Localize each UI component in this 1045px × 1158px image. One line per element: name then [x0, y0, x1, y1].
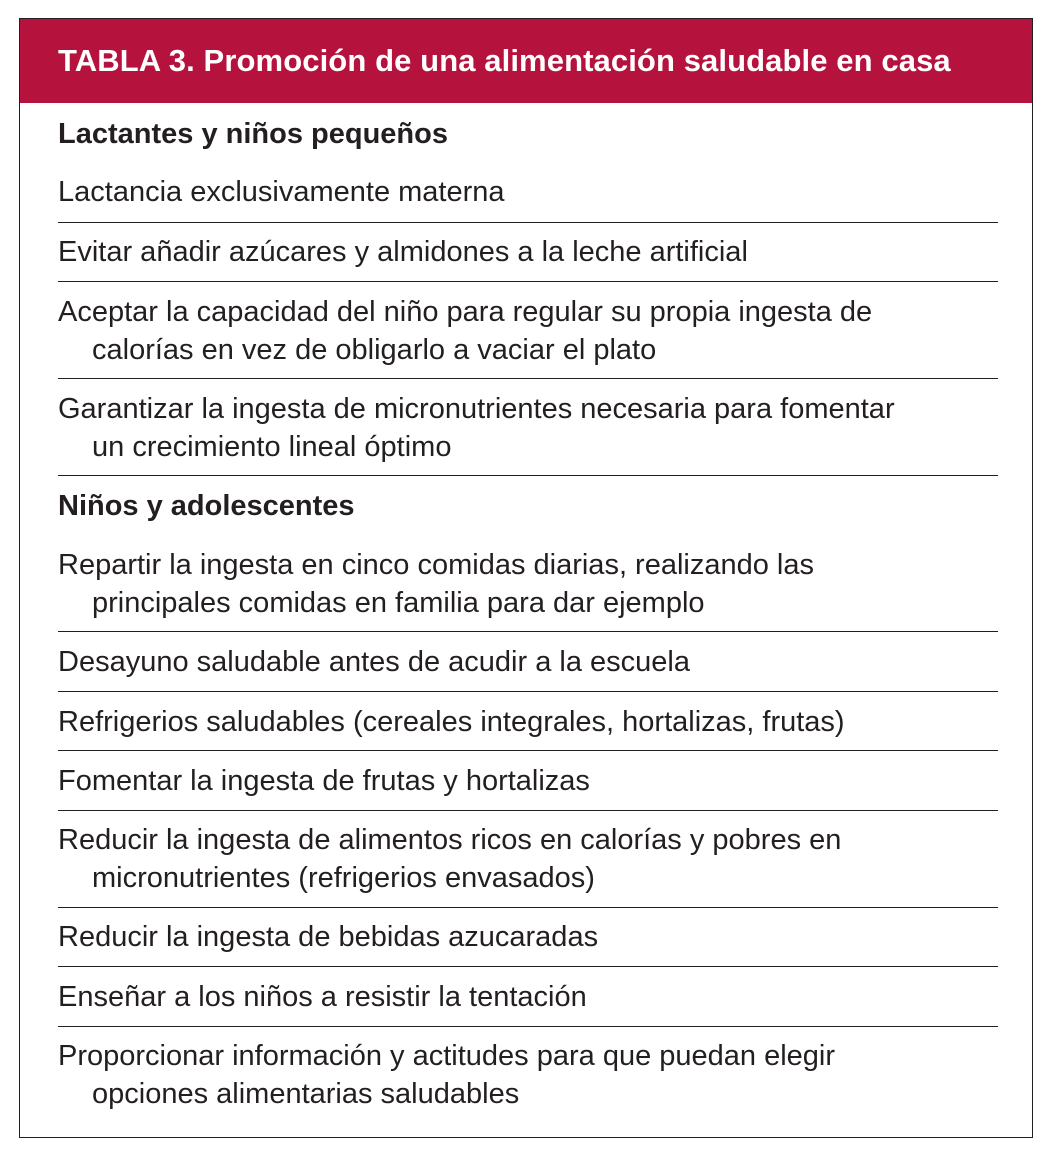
- table-row: [58, 762, 998, 800]
- row-text-continuation: calorías en vez de obligarlo a vaciar el plato: [92, 334, 657, 366]
- row-divider: [58, 750, 998, 751]
- section-heading-infants: Lactantes y niños pequeños: [58, 118, 448, 150]
- row-divider: [58, 378, 998, 379]
- row-text: Aceptar la capacidad del niño para regular su propia ingesta de: [58, 296, 873, 328]
- section-heading-children: Niños y adolescentes: [58, 490, 355, 522]
- row-text-continuation: opciones alimentarias saludables: [92, 1078, 520, 1110]
- row-text: Reducir la ingesta de bebidas azucaradas: [58, 921, 599, 953]
- row-text: Desayuno saludable antes de acudir a la escuela: [58, 646, 690, 678]
- row-text: Reducir la ingesta de alimentos ricos en calorías y pobres en: [58, 824, 842, 856]
- row-divider: [58, 691, 998, 692]
- table-row: [58, 293, 998, 369]
- row-divider: [58, 907, 998, 908]
- row-divider: [58, 222, 998, 223]
- row-text: Garantizar la ingesta de micronutrientes necesaria para fomentar: [58, 393, 895, 425]
- table-row: [58, 918, 998, 956]
- row-text-continuation: principales comidas en familia para dar ejemplo: [92, 587, 705, 619]
- row-text: Enseñar a los niños a resistir la tentación: [58, 981, 587, 1013]
- table-row: [58, 390, 998, 466]
- row-text: Fomentar la ingesta de frutas y hortalizas: [58, 765, 590, 797]
- table-title: TABLA 3. Promoción de una alimentación saludable en casa: [58, 43, 951, 78]
- table-row: [58, 703, 998, 741]
- row-text-continuation: un crecimiento lineal óptimo: [92, 431, 452, 463]
- row-divider: [58, 810, 998, 811]
- table-row: [58, 643, 998, 681]
- row-divider: [58, 1026, 998, 1027]
- row-text: Refrigerios saludables (cereales integrales, hortalizas, frutas): [58, 706, 845, 738]
- row-text: Lactancia exclusivamente materna: [58, 176, 505, 208]
- nutrition-table: [19, 18, 1033, 1138]
- table-row: [58, 821, 998, 897]
- row-divider: [58, 475, 998, 476]
- row-divider: [58, 966, 998, 967]
- table-title-bar: [20, 19, 1032, 103]
- row-divider: [58, 281, 998, 282]
- row-text: Evitar añadir azúcares y almidones a la leche artificial: [58, 236, 748, 268]
- row-text-continuation: micronutrientes (refrigerios envasados): [92, 862, 595, 894]
- table-row: [58, 233, 998, 271]
- row-divider: [58, 631, 998, 632]
- row-text: Proporcionar información y actitudes para que puedan elegir: [58, 1040, 836, 1072]
- row-text: Repartir la ingesta en cinco comidas diarias, realizando las: [58, 549, 814, 581]
- table-row: [58, 1037, 998, 1113]
- table-row: [58, 546, 998, 622]
- table-row: [58, 978, 998, 1016]
- table-row: [58, 173, 998, 211]
